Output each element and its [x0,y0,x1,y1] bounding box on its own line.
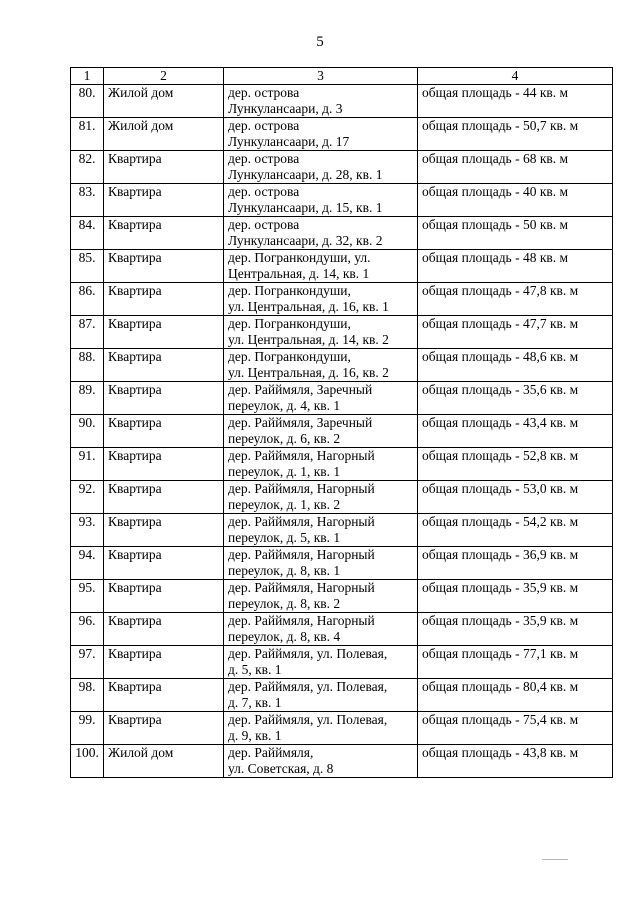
area-cell: общая площадь - 35,9 кв. м [418,613,613,646]
address-line-1: дер. Райймяля, Нагорный [228,580,375,595]
object-type: Квартира [104,151,224,184]
area-cell: общая площадь - 43,4 кв. м [418,415,613,448]
address-line-1: дер. Райймяля, ул. Полевая, [228,679,388,694]
header-col-3: 3 [224,68,418,85]
address-line-1: дер. острова [228,184,300,199]
object-type: Квартира [104,250,224,283]
area-cell: общая площадь - 50 кв. м [418,217,613,250]
address-line-1: дер. Райймяля, Нагорный [228,613,375,628]
row-number: 93. [71,514,104,547]
table-row [71,448,613,481]
address-cell [224,679,418,712]
table-row [71,217,613,250]
address-cell [224,415,418,448]
table-row [71,679,613,712]
address-cell [224,514,418,547]
row-number: 82. [71,151,104,184]
address-line-2: д. 5, кв. 1 [228,662,282,677]
header-row [71,68,613,85]
address-cell [224,448,418,481]
table-row [71,415,613,448]
object-type: Квартира [104,481,224,514]
row-number: 99. [71,712,104,745]
address-cell [224,283,418,316]
object-type: Квартира [104,514,224,547]
table-row [71,184,613,217]
object-type: Жилой дом [104,85,224,118]
area-cell: общая площадь - 52,8 кв. м [418,448,613,481]
address-line-1: дер. Райймяля, Нагорный [228,448,375,463]
address-cell [224,481,418,514]
area-cell: общая площадь - 68 кв. м [418,151,613,184]
address-line-2: ул. Центральная, д. 16, кв. 1 [228,299,389,314]
table-row [71,712,613,745]
table-row [71,85,613,118]
address-line-1: дер. Погранкондуши, [228,283,351,298]
object-type: Квартира [104,448,224,481]
address-cell [224,250,418,283]
address-cell [224,712,418,745]
page-number: 5 [316,34,324,50]
table-row [71,514,613,547]
address-line-2: переулок, д. 4, кв. 1 [228,398,341,413]
row-number: 95. [71,580,104,613]
address-line-1: дер. острова [228,217,300,232]
area-cell: общая площадь - 75,4 кв. м [418,712,613,745]
row-number: 83. [71,184,104,217]
address-line-1: дер. Райймяля, Заречный [228,382,373,397]
area-cell: общая площадь - 48,6 кв. м [418,349,613,382]
area-cell: общая площадь - 35,9 кв. м [418,580,613,613]
row-number: 84. [71,217,104,250]
address-cell [224,217,418,250]
address-line-1: дер. Райймяля, Нагорный [228,514,375,529]
header-col-2: 2 [104,68,224,85]
row-number: 98. [71,679,104,712]
address-cell [224,184,418,217]
address-line-2: Лункулансаари, д. 17 [228,134,350,149]
table-row [71,613,613,646]
address-cell [224,151,418,184]
address-line-1: дер. острова [228,85,300,100]
object-type: Квартира [104,712,224,745]
area-cell: общая площадь - 36,9 кв. м [418,547,613,580]
area-cell: общая площадь - 47,8 кв. м [418,283,613,316]
row-number: 89. [71,382,104,415]
row-number: 85. [71,250,104,283]
address-line-2: Лункулансаари, д. 28, кв. 1 [228,167,383,182]
address-line-2: Лункулансаари, д. 3 [228,101,343,116]
header-col-4: 4 [418,68,613,85]
address-line-2: переулок, д. 5, кв. 1 [228,530,341,545]
address-line-1: дер. Райймяля, Заречный [228,415,373,430]
address-line-2: Центральная, д. 14, кв. 1 [228,266,370,281]
table-row [71,547,613,580]
area-cell: общая площадь - 35,6 кв. м [418,382,613,415]
row-number: 94. [71,547,104,580]
row-number: 97. [71,646,104,679]
address-line-2: Лункулансаари, д. 32, кв. 2 [228,233,383,248]
address-line-1: дер. острова [228,118,300,133]
address-cell [224,85,418,118]
area-cell: общая площадь - 50,7 кв. м [418,118,613,151]
table-row [71,382,613,415]
address-line-2: переулок, д. 1, кв. 1 [228,464,341,479]
address-line-1: дер. Райймяля, Нагорный [228,547,375,562]
object-type: Квартира [104,646,224,679]
object-type: Квартира [104,679,224,712]
header-col-1: 1 [71,68,104,85]
object-type: Квартира [104,580,224,613]
object-type: Квартира [104,547,224,580]
address-cell [224,382,418,415]
address-line-2: ул. Центральная, д. 14, кв. 2 [228,332,389,347]
table-body [71,85,613,778]
address-cell [224,646,418,679]
table-row [71,646,613,679]
object-type: Квартира [104,382,224,415]
table-row [71,151,613,184]
table-row [71,118,613,151]
address-line-1: дер. Райймяля, ул. Полевая, [228,646,388,661]
table-row [71,316,613,349]
object-type: Квартира [104,613,224,646]
address-line-1: дер. Погранкондуши, [228,316,351,331]
address-line-2: д. 7, кв. 1 [228,695,282,710]
address-line-2: переулок, д. 6, кв. 2 [228,431,341,446]
address-cell [224,118,418,151]
row-number: 92. [71,481,104,514]
row-number: 81. [71,118,104,151]
area-cell: общая площадь - 44 кв. м [418,85,613,118]
footer-mark [542,859,568,860]
table-row [71,250,613,283]
address-line-2: д. 9, кв. 1 [228,728,282,743]
object-type: Квартира [104,349,224,382]
area-cell: общая площадь - 54,2 кв. м [418,514,613,547]
property-table [70,67,613,778]
row-number: 96. [71,613,104,646]
address-line-1: дер. Погранкондуши, ул. [228,250,371,265]
table-row [71,349,613,382]
address-line-1: дер. Райймяля, Нагорный [228,481,375,496]
row-number: 80. [71,85,104,118]
object-type: Жилой дом [104,118,224,151]
address-cell [224,745,418,778]
area-cell: общая площадь - 47,7 кв. м [418,316,613,349]
table-row [71,745,613,778]
area-cell: общая площадь - 48 кв. м [418,250,613,283]
area-cell: общая площадь - 80,4 кв. м [418,679,613,712]
address-line-1: дер. острова [228,151,300,166]
area-cell: общая площадь - 53,0 кв. м [418,481,613,514]
address-cell [224,580,418,613]
address-line-2: Лункулансаари, д. 15, кв. 1 [228,200,383,215]
area-cell: общая площадь - 77,1 кв. м [418,646,613,679]
area-cell: общая площадь - 43,8 кв. м [418,745,613,778]
object-type: Жилой дом [104,745,224,778]
address-line-2: переулок, д. 8, кв. 4 [228,629,341,644]
address-cell [224,613,418,646]
table-row [71,580,613,613]
address-line-2: ул. Центральная, д. 16, кв. 2 [228,365,389,380]
address-line-1: дер. Райймяля, ул. Полевая, [228,712,388,727]
object-type: Квартира [104,217,224,250]
address-cell [224,349,418,382]
table-row [71,283,613,316]
area-cell: общая площадь - 40 кв. м [418,184,613,217]
row-number: 91. [71,448,104,481]
row-number: 86. [71,283,104,316]
object-type: Квартира [104,415,224,448]
address-line-1: дер. Райймяля, [228,745,314,760]
object-type: Квартира [104,316,224,349]
address-line-2: переулок, д. 1, кв. 2 [228,497,341,512]
address-line-1: дер. Погранкондуши, [228,349,351,364]
object-type: Квартира [104,283,224,316]
object-type: Квартира [104,184,224,217]
row-number: 90. [71,415,104,448]
row-number: 87. [71,316,104,349]
address-line-2: ул. Советская, д. 8 [228,761,334,776]
address-cell [224,547,418,580]
table-row [71,481,613,514]
address-line-2: переулок, д. 8, кв. 1 [228,563,341,578]
row-number: 88. [71,349,104,382]
address-line-2: переулок, д. 8, кв. 2 [228,596,341,611]
row-number: 100. [71,745,104,778]
address-cell [224,316,418,349]
